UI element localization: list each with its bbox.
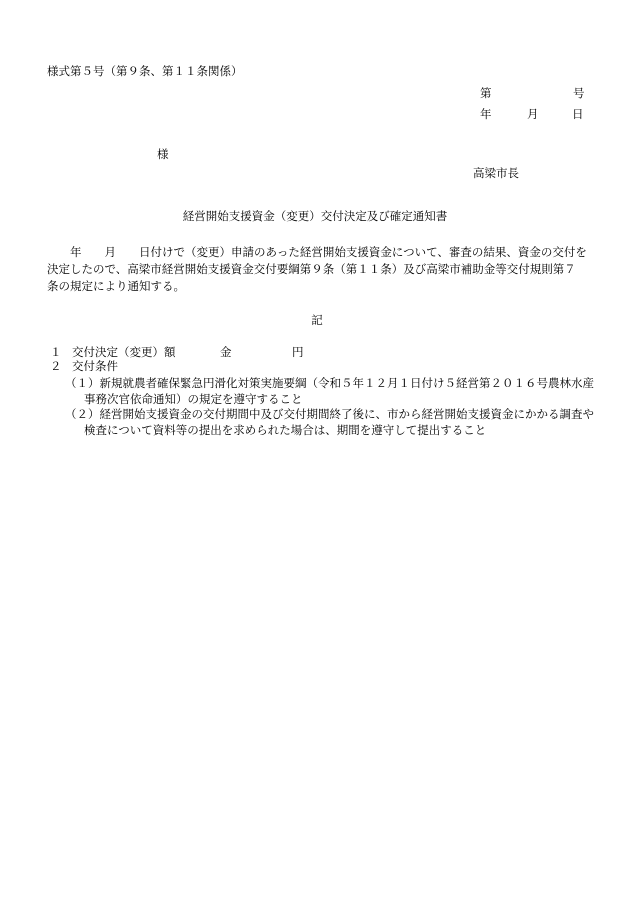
document-number-prefix: 第 bbox=[480, 86, 492, 100]
ki-marker: 記 bbox=[311, 313, 323, 327]
amount-unit: 円 bbox=[292, 345, 304, 359]
item2-number: ２ bbox=[50, 359, 62, 373]
item1-label: 交付決定（変更）額 bbox=[72, 345, 176, 359]
condition-1: （１）新規就農者確保緊急円滑化対策実施要綱（令和５年１２月１日付け５経営第２０１６号農林水産事務次官依命通知）の規定を遵守すること bbox=[65, 376, 594, 406]
amount-label: 金 bbox=[220, 345, 232, 359]
condition-2: （２）経営開始支援資金の交付期間中及び交付期間終了後に、市から経営開始支援資金にかかる調査や検査について資料等の提出を求められた場合は、期間を遵守して提出すること bbox=[65, 407, 594, 437]
document-title: 経営開始支援資金（変更）交付決定及び確定通知書 bbox=[182, 209, 448, 223]
addressee: 様 bbox=[157, 147, 169, 161]
item1-number: １ bbox=[50, 345, 62, 359]
date-month-label: 月 bbox=[527, 107, 539, 121]
document-number-suffix: 号 bbox=[573, 86, 585, 100]
item-grant-conditions bbox=[50, 359, 118, 374]
date-year-label: 年 bbox=[480, 107, 492, 121]
issuer: 高梁市長 bbox=[473, 166, 519, 180]
date-day-label: 日 bbox=[572, 107, 584, 121]
form-number: 様式第５号（第９条、第１１条関係） bbox=[47, 64, 243, 78]
item2-label: 交付条件 bbox=[72, 359, 118, 373]
item-grant-amount bbox=[50, 345, 304, 360]
body-paragraph: 年 月 日付けで（変更）申請のあった経営開始支援資金について、審査の結果、資金の交付を決定したので、高梁市経営開始支援資金交付要綱第９条（第１１条）及び高梁市補助金等交付規則第７条の規定により通知する。 bbox=[47, 245, 587, 293]
